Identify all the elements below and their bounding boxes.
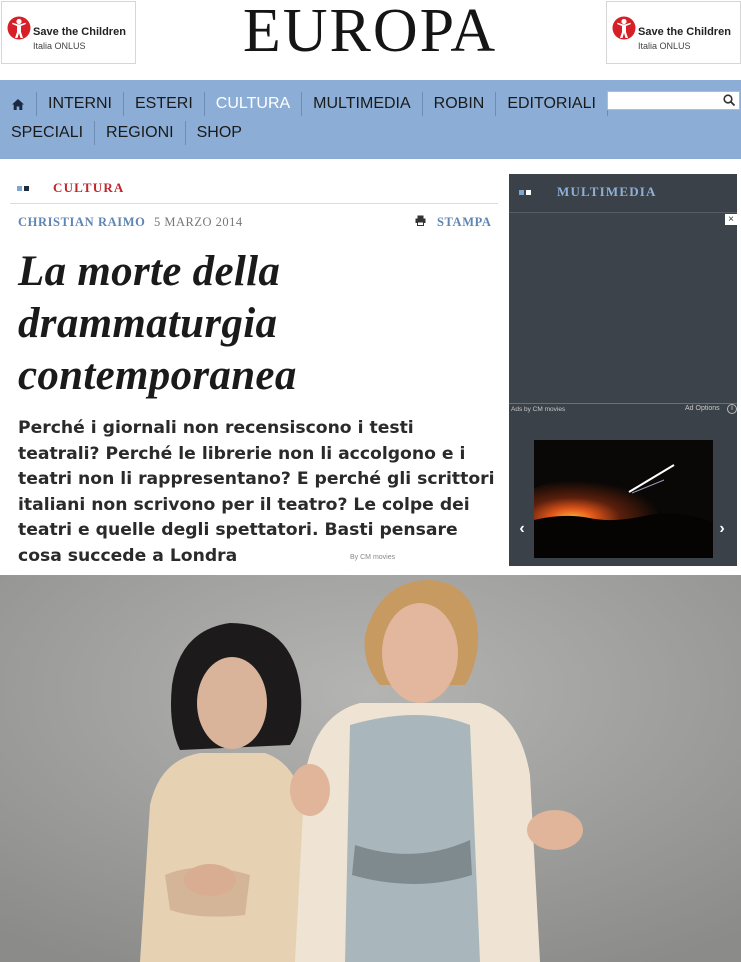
main-navigation [0, 80, 741, 159]
nav-item-regioni[interactable]: REGIONI [95, 121, 186, 145]
sidebar-title[interactable]: MULTIMEDIA [557, 184, 657, 199]
section-marker-icon [24, 186, 29, 191]
article-summary: Perché i giornali non recensiscono i testi teatrali? Perché le librerie non li accolgono e i teatri non li rappresentano? E perché gli scrittori italiani non scrivono per il teatro? Le colpe dei teatri e quelle degli spettatori. Basti pensare cosa succede a Londra [18, 418, 495, 566]
divider [10, 203, 498, 204]
printer-icon[interactable] [415, 215, 426, 226]
multimedia-sidebar [509, 174, 737, 566]
save-the-children-ad-right[interactable] [606, 1, 741, 64]
video-thumbnail[interactable] [534, 440, 713, 558]
search-input[interactable] [608, 92, 720, 109]
ad-slot[interactable] [509, 213, 737, 403]
nav-item-cultura[interactable]: CULTURA [205, 92, 302, 116]
article-headline: La morte della drammaturgia contemporanea [18, 248, 297, 399]
save-the-children-ad-left[interactable] [1, 1, 136, 64]
ad-options-link[interactable]: Ad Options [685, 405, 720, 412]
section-marker-icon [526, 190, 531, 195]
section-tag [17, 180, 125, 196]
save-the-children-logo-icon [612, 15, 636, 41]
ad-brand-name: Save the Children [638, 26, 731, 38]
nav-item-multimedia[interactable]: MULTIMEDIA [302, 92, 422, 116]
site-masthead[interactable]: EUROPA [242, 0, 498, 65]
site-header [0, 0, 741, 80]
chevron-right-icon[interactable]: › [719, 520, 725, 537]
close-icon[interactable]: × [725, 214, 737, 225]
theater-actresses-image [0, 575, 741, 962]
ads-by-label[interactable]: Ads by CM movies [511, 406, 566, 413]
section-marker-icon [17, 186, 22, 191]
ad-brand-subtitle: Italia ONLUS [638, 41, 691, 51]
nav-item-robin[interactable]: ROBIN [423, 92, 497, 116]
info-icon[interactable]: i [727, 404, 737, 414]
sidebar-header [519, 184, 657, 200]
save-the-children-logo-icon [7, 15, 31, 41]
ad-attribution[interactable]: By CM movies [350, 554, 396, 561]
section-label[interactable]: CULTURA [53, 180, 125, 195]
nav-item-esteri[interactable]: ESTERI [124, 92, 205, 116]
ad-brand-subtitle: Italia ONLUS [33, 41, 86, 51]
ad-brand-name: Save the Children [33, 26, 126, 38]
nav-row-secondary [0, 119, 253, 147]
article [0, 168, 500, 568]
nav-item-speciali[interactable]: SPECIALI [0, 121, 95, 145]
search-icon[interactable] [722, 93, 737, 108]
chevron-left-icon[interactable]: ‹ [519, 520, 525, 537]
author-byline[interactable]: CHRISTIAN RAIMO [18, 215, 146, 229]
article-photo [0, 575, 741, 962]
home-icon[interactable] [0, 91, 36, 117]
fire-scene-image [534, 440, 713, 558]
article-date: 5 MARZO 2014 [154, 215, 243, 229]
nav-item-editoriali[interactable]: EDITORIALI [496, 92, 608, 116]
divider [509, 403, 737, 404]
nav-item-shop[interactable]: SHOP [196, 124, 242, 141]
nav-item-interni[interactable]: INTERNI [36, 92, 124, 116]
print-link[interactable]: STAMPA [437, 215, 492, 229]
section-marker-icon [519, 190, 524, 195]
search-box [607, 91, 740, 110]
